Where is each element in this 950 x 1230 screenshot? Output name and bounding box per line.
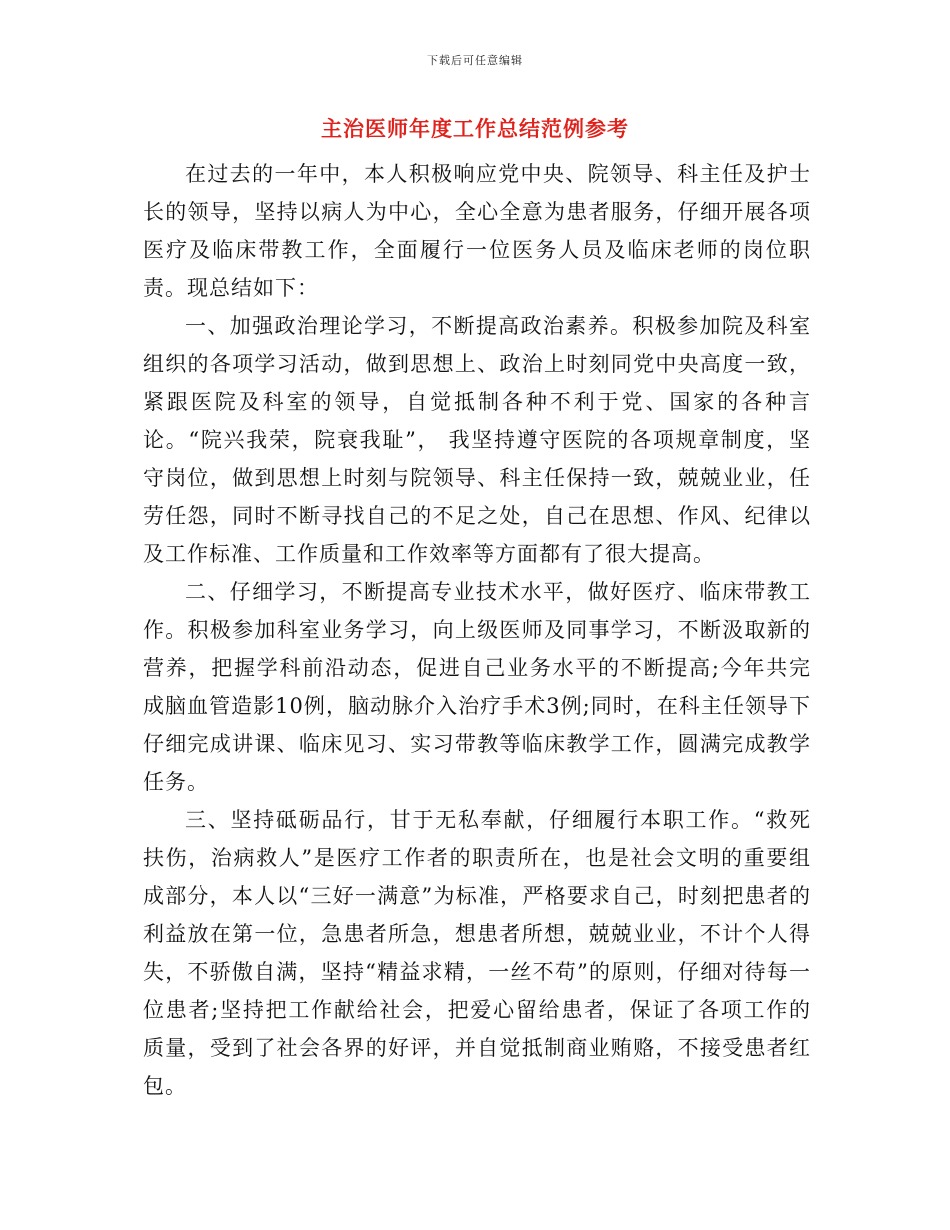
document-title: 主治医师年度工作总结范例参考 xyxy=(321,117,629,141)
paragraph-intro: 在过去的一年中，本人积极响应党中央、院领导、科主任及护士长的领导，坚持以病人为中心，全心全意为患者服务，仔细开展各项医疗及临床带教工作，全面履行一位医务人员及临床老师的岗位职责。现总结如下： xyxy=(143,162,811,300)
paragraph-section-2: 二、仔细学习，不断提高专业技术水平，做好医疗、临床带教工作。积极参加科室业务学习，向上级医师及同事学习，不断汲取新的营养，把握学科前沿动态，促进自己业务水平的不断提高;今年共完成脑血管造影10例，脑动脉介入治疗手术3例;同时，在科主任领导下仔细完成讲课、临床见习、实习带教等临床教学工作，圆满完成教学任务。 xyxy=(143,580,811,794)
header-note: 下载后可任意编辑 xyxy=(427,54,523,67)
paragraph-section-3: 三、坚持砥砺品行，甘于无私奉献，仔细履行本职工作。“救死扶伤，治病救人”是医疗工作者的职责所在，也是社会文明的重要组成部分，本人以“三好一满意”为标准，严格要求自己，时刻把患者的利益放在第一位，急患者所急，想患者所想，兢兢业业，不计个人得失，不骄傲自满，坚持“精益求精，一丝不苟”的原则，仔细对待每一位患者;坚持把工作献给社会，把爱心留给患者，保证了各项工作的质量，受到了社会各界的好评，并自觉抵制商业贿赂，不接受患者红包。 xyxy=(143,808,811,1098)
paragraph-section-1: 一、加强政治理论学习，不断提高政治素养。积极参加院及科室组织的各项学习活动，做到思想上、政治上时刻同党中央高度一致，紧跟医院及科室的领导，自觉抵制各种不利于党、国家的各种言论。“院兴我荣，院衰我耻”， 我坚持遵守医院的各项规章制度，坚守岗位，做到思想上时刻与院领导、科主任保持一致，兢兢业业，任劳任怨，同时不断寻找自己的不足之处，自己在思想、作风、纪律以及工作标准、工作质量和工作效率等方面都有了很大提高。 xyxy=(143,314,811,566)
document-body xyxy=(143,155,811,1105)
